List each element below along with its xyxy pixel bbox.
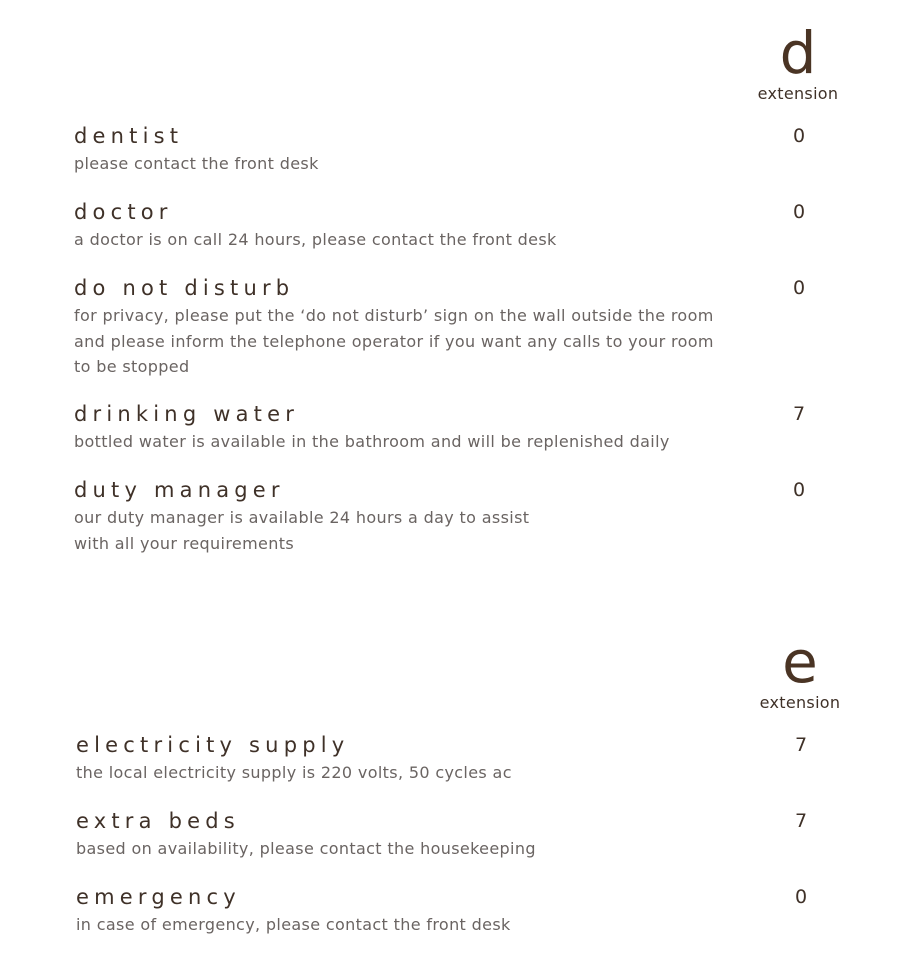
entry-title: do not disturb [74,276,295,300]
directory-entry-do-not-disturb [74,275,814,380]
directory-entry-emergency [76,884,816,938]
entry-title: electricity supply [76,733,350,757]
entry-title: extra beds [76,809,240,833]
entry-description: a doctor is on call 24 hours, please contact the front desk [74,230,557,249]
directory-entry-drinking-water [74,401,814,455]
directory-entry-extra-beds [76,808,816,862]
entry-description: please contact the front desk [74,154,319,173]
extension-column-label: extension [759,693,841,712]
entry-description: our duty manager is available 24 hours a day to assist with all your requirements [74,508,530,553]
directory-entry-electricity-supply [76,732,816,786]
extension-column-label: extension [757,84,839,103]
entry-extension: 0 [792,201,806,223]
entry-description: bottled water is available in the bathroom and will be replenished daily [74,432,670,451]
entry-title: dentist [74,124,184,148]
section-header-e [745,628,855,712]
entry-title: duty manager [74,478,285,502]
directory-entry-dentist [74,123,814,177]
entry-extension: 0 [792,479,806,501]
entry-extension: 7 [794,810,808,832]
directory-entry-duty-manager [74,477,814,556]
entry-description: in case of emergency, please contact the front desk [76,915,511,934]
entry-description: the local electricity supply is 220 volts, 50 cycles ac [76,763,512,782]
entry-title: doctor [74,200,173,224]
section-letter: e [782,628,818,696]
entry-extension: 0 [792,277,806,299]
section-header-d [743,19,853,103]
section-letter: d [779,19,817,87]
directory-entry-doctor [74,199,814,253]
entry-extension: 7 [792,403,806,425]
entry-extension: 7 [794,734,808,756]
entry-title: emergency [76,885,241,909]
entry-description: for privacy, please put the ‘do not disturb’ sign on the wall outside the room and please inform the telephone operator if you want any calls to your room to be stopped [74,306,714,376]
entry-extension: 0 [794,886,808,908]
entry-description: based on availability, please contact the housekeeping [76,839,536,858]
entry-title: drinking water [74,402,300,426]
entry-extension: 0 [792,125,806,147]
